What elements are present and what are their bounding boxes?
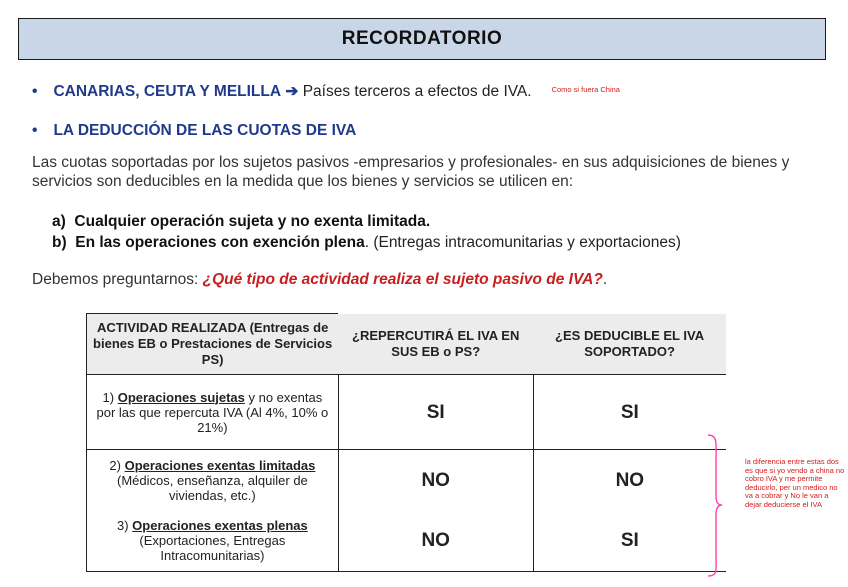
china-note: Como si fuera China — [551, 85, 620, 94]
question-highlight: ¿Qué tipo de actividad realiza el sujeto pasivo de IVA? — [202, 271, 603, 288]
table-row — [87, 510, 727, 572]
question-lead: Debemos preguntarnos: — [32, 271, 203, 288]
list-rest-b: . (Entregas intracomunitarias y exportaciones) — [364, 234, 681, 251]
curly-brace-annotation — [706, 433, 724, 578]
list-item-a — [52, 213, 430, 231]
title-text: RECORDATORIO — [341, 28, 503, 49]
intro-paragraph: Las cuotas soportadas por los sujetos pasivos -empresarios y profesionales- en sus adquisiciones de bienes y servicios son deducibles en la medida que los bienes y servicios se utilicen en: — [32, 154, 790, 190]
table-row — [87, 375, 727, 450]
deducible-cell: SI — [533, 375, 726, 450]
activity-cell: 3) Operaciones exentas plenas (Exportaciones, Entregas Intracomunitarias) — [87, 510, 339, 572]
side-annotation: la diferencia entre estas dos es que si yo vendo a china no cobro IVA y me permite deducirlo, per un medico no va a cobrar y No le van a dejar deducierse el IVA — [745, 457, 845, 509]
deduccion-heading: LA DEDUCCIÓN DE LAS CUOTAS DE IVA — [53, 122, 357, 139]
list-bold-b: En las operaciones con exención plena — [75, 234, 365, 251]
activity-cell: 1) Operaciones sujetas y no exentas por las que repercuta IVA (Al 4%, 10% o 21%) — [87, 375, 339, 450]
activity-title: Operaciones exentas limitadas — [124, 457, 316, 473]
repercute-cell: SI — [338, 375, 533, 450]
title-banner — [18, 18, 826, 60]
header-repercute: ¿REPERCUTIRÁ EL IVA EN SUS EB o PS? — [338, 314, 533, 375]
bullet-deduccion — [32, 122, 356, 140]
repercute-cell: NO — [338, 450, 533, 511]
activity-title: Operaciones exentas plenas — [132, 518, 308, 533]
canarias-text: Países terceros a efectos de IVA. — [298, 83, 532, 100]
table-header-row — [87, 314, 727, 375]
bullet-dot: • — [32, 122, 38, 139]
activity-title: Operaciones sujetas — [117, 389, 245, 405]
activity-cell: 2) Operaciones exentas limitadas (Médicos, enseñanza, alquiler de viviendas, etc.) — [87, 450, 339, 511]
question-line — [32, 271, 607, 289]
repercute-cell: NO — [338, 510, 533, 572]
list-marker-b: b) — [52, 234, 67, 251]
list-marker-a: a) — [52, 213, 66, 230]
header-deducible: ¿ES DEDUCIBLE EL IVA SOPORTADO? — [533, 314, 726, 375]
bullet-dot: • — [32, 83, 38, 100]
table-row — [87, 450, 727, 511]
header-actividad: ACTIVIDAD REALIZADA (Entregas de bienes EB o Prestaciones de Servicios PS) — [87, 314, 339, 375]
canarias-heading: CANARIAS, CEUTA Y MELILLA — [53, 83, 282, 100]
bullet-canarias — [32, 82, 620, 101]
list-item-b — [52, 234, 681, 252]
question-end: . — [602, 271, 608, 288]
right-arrow-icon: ➔ — [285, 83, 299, 100]
deducible-cell: NO — [615, 469, 645, 491]
deducible-cell: SI — [533, 510, 726, 572]
list-text-a: Cualquier operación sujeta y no exenta limitada. — [74, 213, 431, 230]
activity-table — [86, 313, 726, 572]
